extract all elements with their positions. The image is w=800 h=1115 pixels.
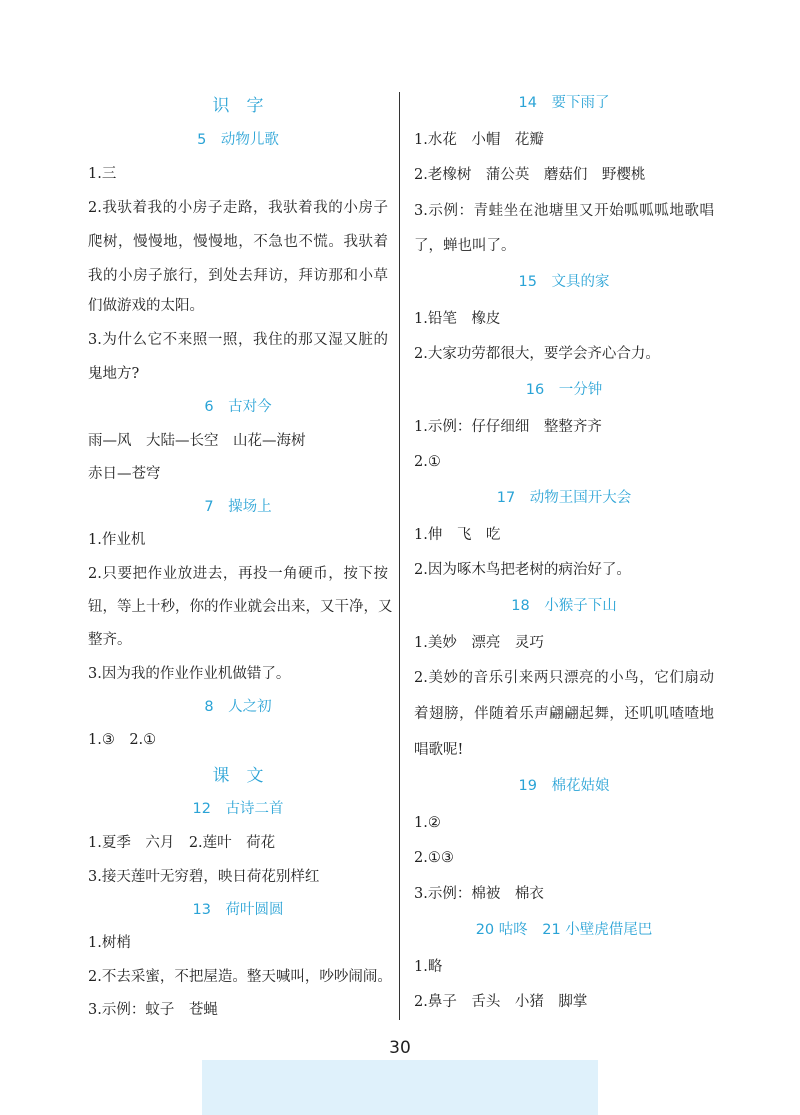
answer-line: 3.为什么它不来照一照，我住的那又湿又脏的: [88, 332, 388, 348]
answer-line: 2.美妙的音乐引来两只漂亮的小鸟，它们扇动: [414, 670, 714, 686]
lesson-heading-18: 18 小猴子下山: [511, 598, 617, 614]
lesson-heading-5: 5 动物儿歌: [197, 132, 279, 148]
answer-line: 爬树，慢慢地，慢慢地，不急也不慌。我驮着: [88, 234, 388, 250]
answer-line: 们做游戏的太阳。: [88, 298, 204, 314]
answer-line: 3.示例：棉被 棉衣: [414, 886, 544, 902]
footer-bar: [202, 1060, 598, 1115]
section-title-kewen: 课 文: [212, 766, 264, 786]
answer-line: 1.②: [414, 815, 441, 831]
lesson-heading-16: 16 一分钟: [525, 382, 603, 398]
lesson-heading-7: 7 操场上: [204, 499, 272, 515]
answer-line: 1.③ 2.①: [88, 732, 157, 748]
answer-line: 3.示例：青蛙坐在池塘里又开始呱呱呱地歌唱: [414, 203, 714, 219]
answer-line: 雨—风 大陆—长空 山花—海树: [88, 433, 306, 449]
answer-line: 1.水花 小帽 花瓣: [414, 132, 544, 148]
answer-line: 3.因为我的作业作业机做错了。: [88, 666, 291, 682]
answer-line: 2.老橡树 蒲公英 蘑菇们 野樱桃: [414, 167, 646, 183]
answer-line: 2.因为啄木鸟把老树的病治好了。: [414, 562, 631, 578]
answer-line: 1.美妙 漂亮 灵巧: [414, 635, 544, 651]
answer-line: 2.只要把作业放进去，再投一角硬币，按下按: [88, 566, 388, 582]
lesson-heading-20-21: 20 咕咚 21 小壁虎借尾巴: [475, 922, 653, 938]
lesson-heading-13: 13 荷叶圆圆: [192, 902, 284, 918]
answer-line: 我的小房子旅行，到处去拜访，拜访那和小草: [88, 268, 388, 284]
answer-line: 2.我驮着我的小房子走路，我驮着我的小房子: [88, 200, 388, 216]
lesson-heading-14: 14 要下雨了: [518, 95, 610, 111]
answer-line: 整齐。: [88, 632, 132, 648]
lesson-heading-8: 8 人之初: [204, 699, 272, 715]
answer-line: 2.大家功劳都很大，要学会齐心合力。: [414, 346, 660, 362]
lesson-heading-15: 15 文具的家: [518, 274, 610, 290]
lesson-heading-17: 17 动物王国开大会: [496, 490, 632, 506]
answer-line: 鬼地方?: [88, 366, 140, 382]
answer-line: 2.不去采蜜，不把屋造。整天喊叫，吵吵闹闹。: [88, 969, 392, 985]
answer-line: 2.①: [414, 454, 441, 470]
answer-line: 赤日—苍穹: [88, 466, 161, 482]
section-title-shizi: 识 字: [212, 96, 264, 116]
lesson-heading-6: 6 古对今: [204, 399, 272, 415]
lesson-heading-19: 19 棉花姑娘: [518, 778, 610, 794]
lesson-heading-12: 12 古诗二首: [192, 801, 284, 817]
answer-line: 1.夏季 六月 2.莲叶 荷花: [88, 835, 276, 851]
page-number: 30: [389, 1038, 411, 1058]
answer-line: 2.①③: [414, 850, 454, 866]
answer-line: 1.略: [414, 959, 443, 975]
answer-line: 2.鼻子 舌头 小猪 脚掌: [414, 994, 588, 1010]
column-divider: [399, 92, 400, 1020]
answer-line: 钮，等上十秒，你的作业就会出来，又干净，又: [88, 599, 393, 615]
answer-line: 1.三: [88, 166, 117, 182]
answer-line: 1.示例：仔仔细细 整整齐齐: [414, 419, 602, 435]
answer-line: 唱歌呢!: [414, 742, 464, 758]
answer-line: 1.伸 飞 吃: [414, 527, 501, 543]
answer-line: 了，蝉也叫了。: [414, 238, 516, 254]
answer-line: 着翅膀，伴随着乐声翩翩起舞，还叽叽喳喳地: [414, 706, 714, 722]
answer-line: 1.铅笔 橡皮: [414, 311, 501, 327]
answer-line: 1.树梢: [88, 935, 131, 951]
answer-line: 3.接天莲叶无穷碧，映日荷花别样红: [88, 869, 320, 885]
answer-line: 3.示例：蚊子 苍蝇: [88, 1002, 218, 1018]
answer-line: 1.作业机: [88, 532, 146, 548]
